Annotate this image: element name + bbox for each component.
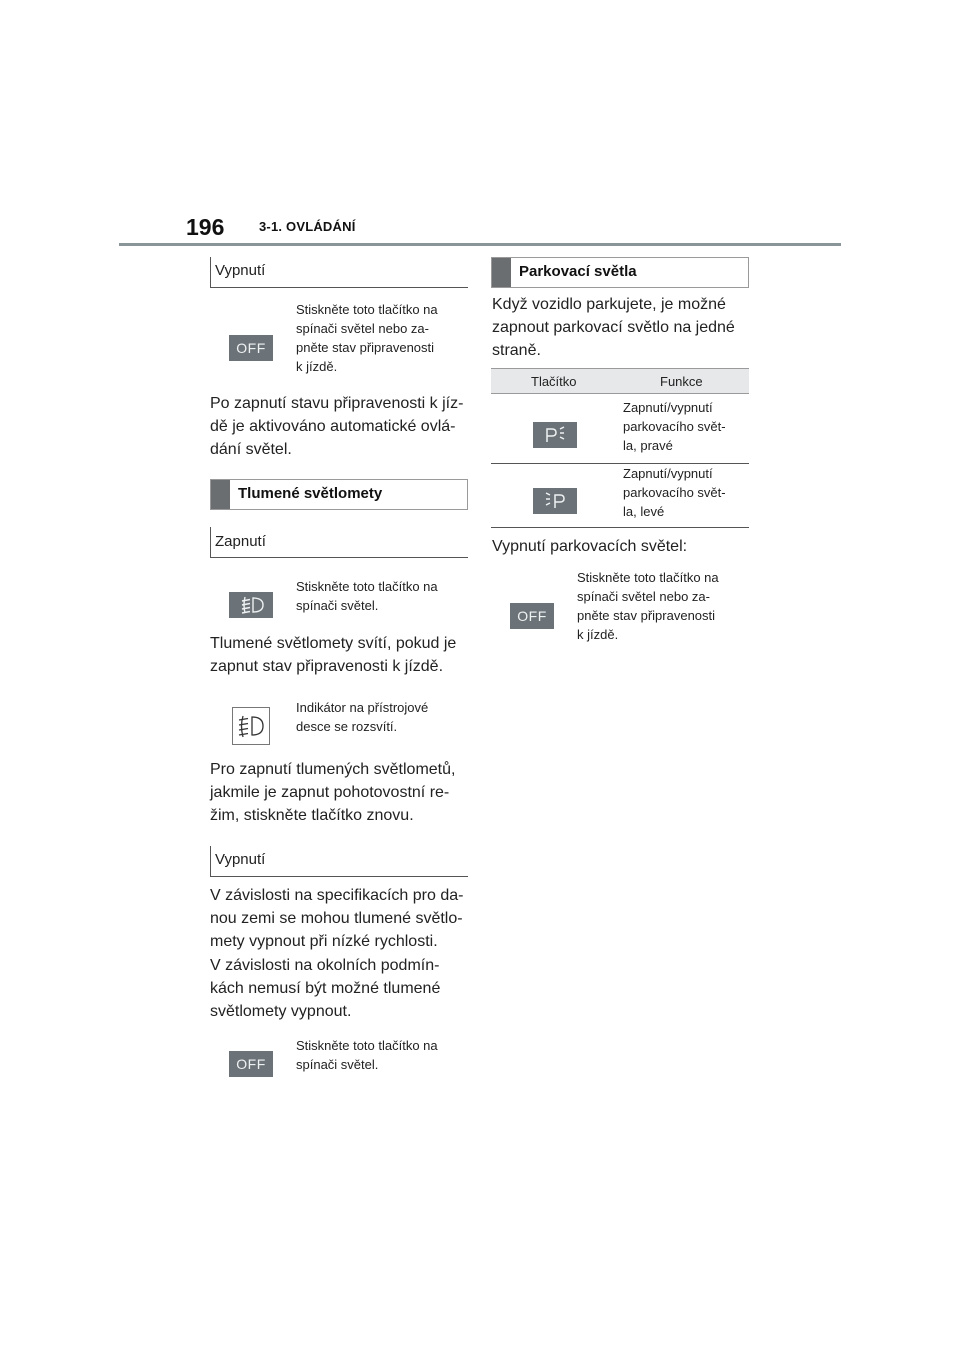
off2-instruction: Stiskněte toto tlačítko na spínači světel. — [296, 1038, 438, 1072]
row2-function: Zapnutí/vypnutí parkovacího svět- la, levé — [623, 466, 726, 519]
off2-button-image: OFF — [229, 1051, 273, 1077]
table-bottom-rule — [491, 527, 749, 528]
off-button-image: OFF — [229, 335, 273, 361]
parking-off-instruction: Stiskněte toto tlačítko na spínači světel nebo za- pněte stav připravenosti k jízdě. — [577, 570, 719, 642]
parking-title: Parkovací světla — [519, 263, 637, 280]
col-button-header: Tlačítko — [531, 374, 577, 389]
indicator-text: Indikátor na přístrojové desce se rozsvítí. — [296, 700, 429, 734]
on-heading-left-rule — [210, 527, 211, 558]
fog-title-box — [210, 479, 468, 510]
on-instruction: Stiskněte toto tlačítko na spínači světel. — [296, 579, 438, 613]
parking-light-left-icon — [533, 488, 577, 514]
parking-off-button-image: OFF — [510, 603, 554, 629]
off2-heading: Vypnutí — [215, 851, 266, 868]
para-env: V závislosti na okolních podmín- kách nemusí být možné tlumené světlomety vypnout. — [210, 957, 441, 1020]
on-heading: Zapnutí — [215, 533, 266, 550]
parking-off-heading: Vypnutí parkovacích světel: — [492, 538, 688, 555]
para-again: Pro zapnutí tlumených světlometů, jakmile je zapnut pohotovostní re- žim, stiskněte tlačítko znovu. — [210, 761, 456, 824]
parking-intro: Když vozidlo parkujete, je možné zapnout parkovací světlo na jedné straně. — [492, 296, 735, 359]
off-heading: Vypnutí — [215, 262, 266, 279]
section-title: 3-1. OVLÁDÁNÍ — [259, 219, 356, 234]
para-auto-lights: Po zapnutí stavu připravenosti k jíz- dě je aktivováno automatické ovlá- dání světel. — [210, 395, 464, 458]
parking-light-right-icon — [533, 422, 577, 448]
heading-square — [211, 480, 230, 509]
heading-square — [492, 258, 511, 287]
fog-title: Tlumené světlomety — [238, 485, 383, 502]
parking-title-box — [491, 257, 749, 288]
para-spec: V závislosti na specifikacích pro da- nou zemi se mohou tlumené světlo- mety vypnout při nízké rychlosti. — [210, 887, 464, 950]
parking-table-header — [491, 368, 749, 394]
off2-heading-rule — [210, 876, 468, 877]
col-function-header: Funkce — [660, 374, 703, 389]
off2-heading-left-rule — [210, 846, 211, 877]
header-rule — [119, 243, 841, 246]
off-instruction: Stiskněte toto tlačítko na spínači světel nebo za- pněte stav připravenosti k jízdě. — [296, 302, 438, 374]
para-fog-shine: Tlumené světlomety svítí, pokud je zapnut stav připravenosti k jízdě. — [210, 635, 457, 675]
row1-function: Zapnutí/vypnutí parkovacího svět- la, pravé — [623, 400, 726, 453]
on-heading-rule — [210, 557, 468, 558]
off-heading-block — [210, 257, 468, 287]
fog-light-button-icon — [229, 592, 273, 618]
page-number: 196 — [186, 214, 225, 240]
off-heading-left-rule — [210, 257, 211, 287]
off-heading-rule — [210, 287, 468, 288]
fog-indicator-icon — [232, 707, 270, 745]
